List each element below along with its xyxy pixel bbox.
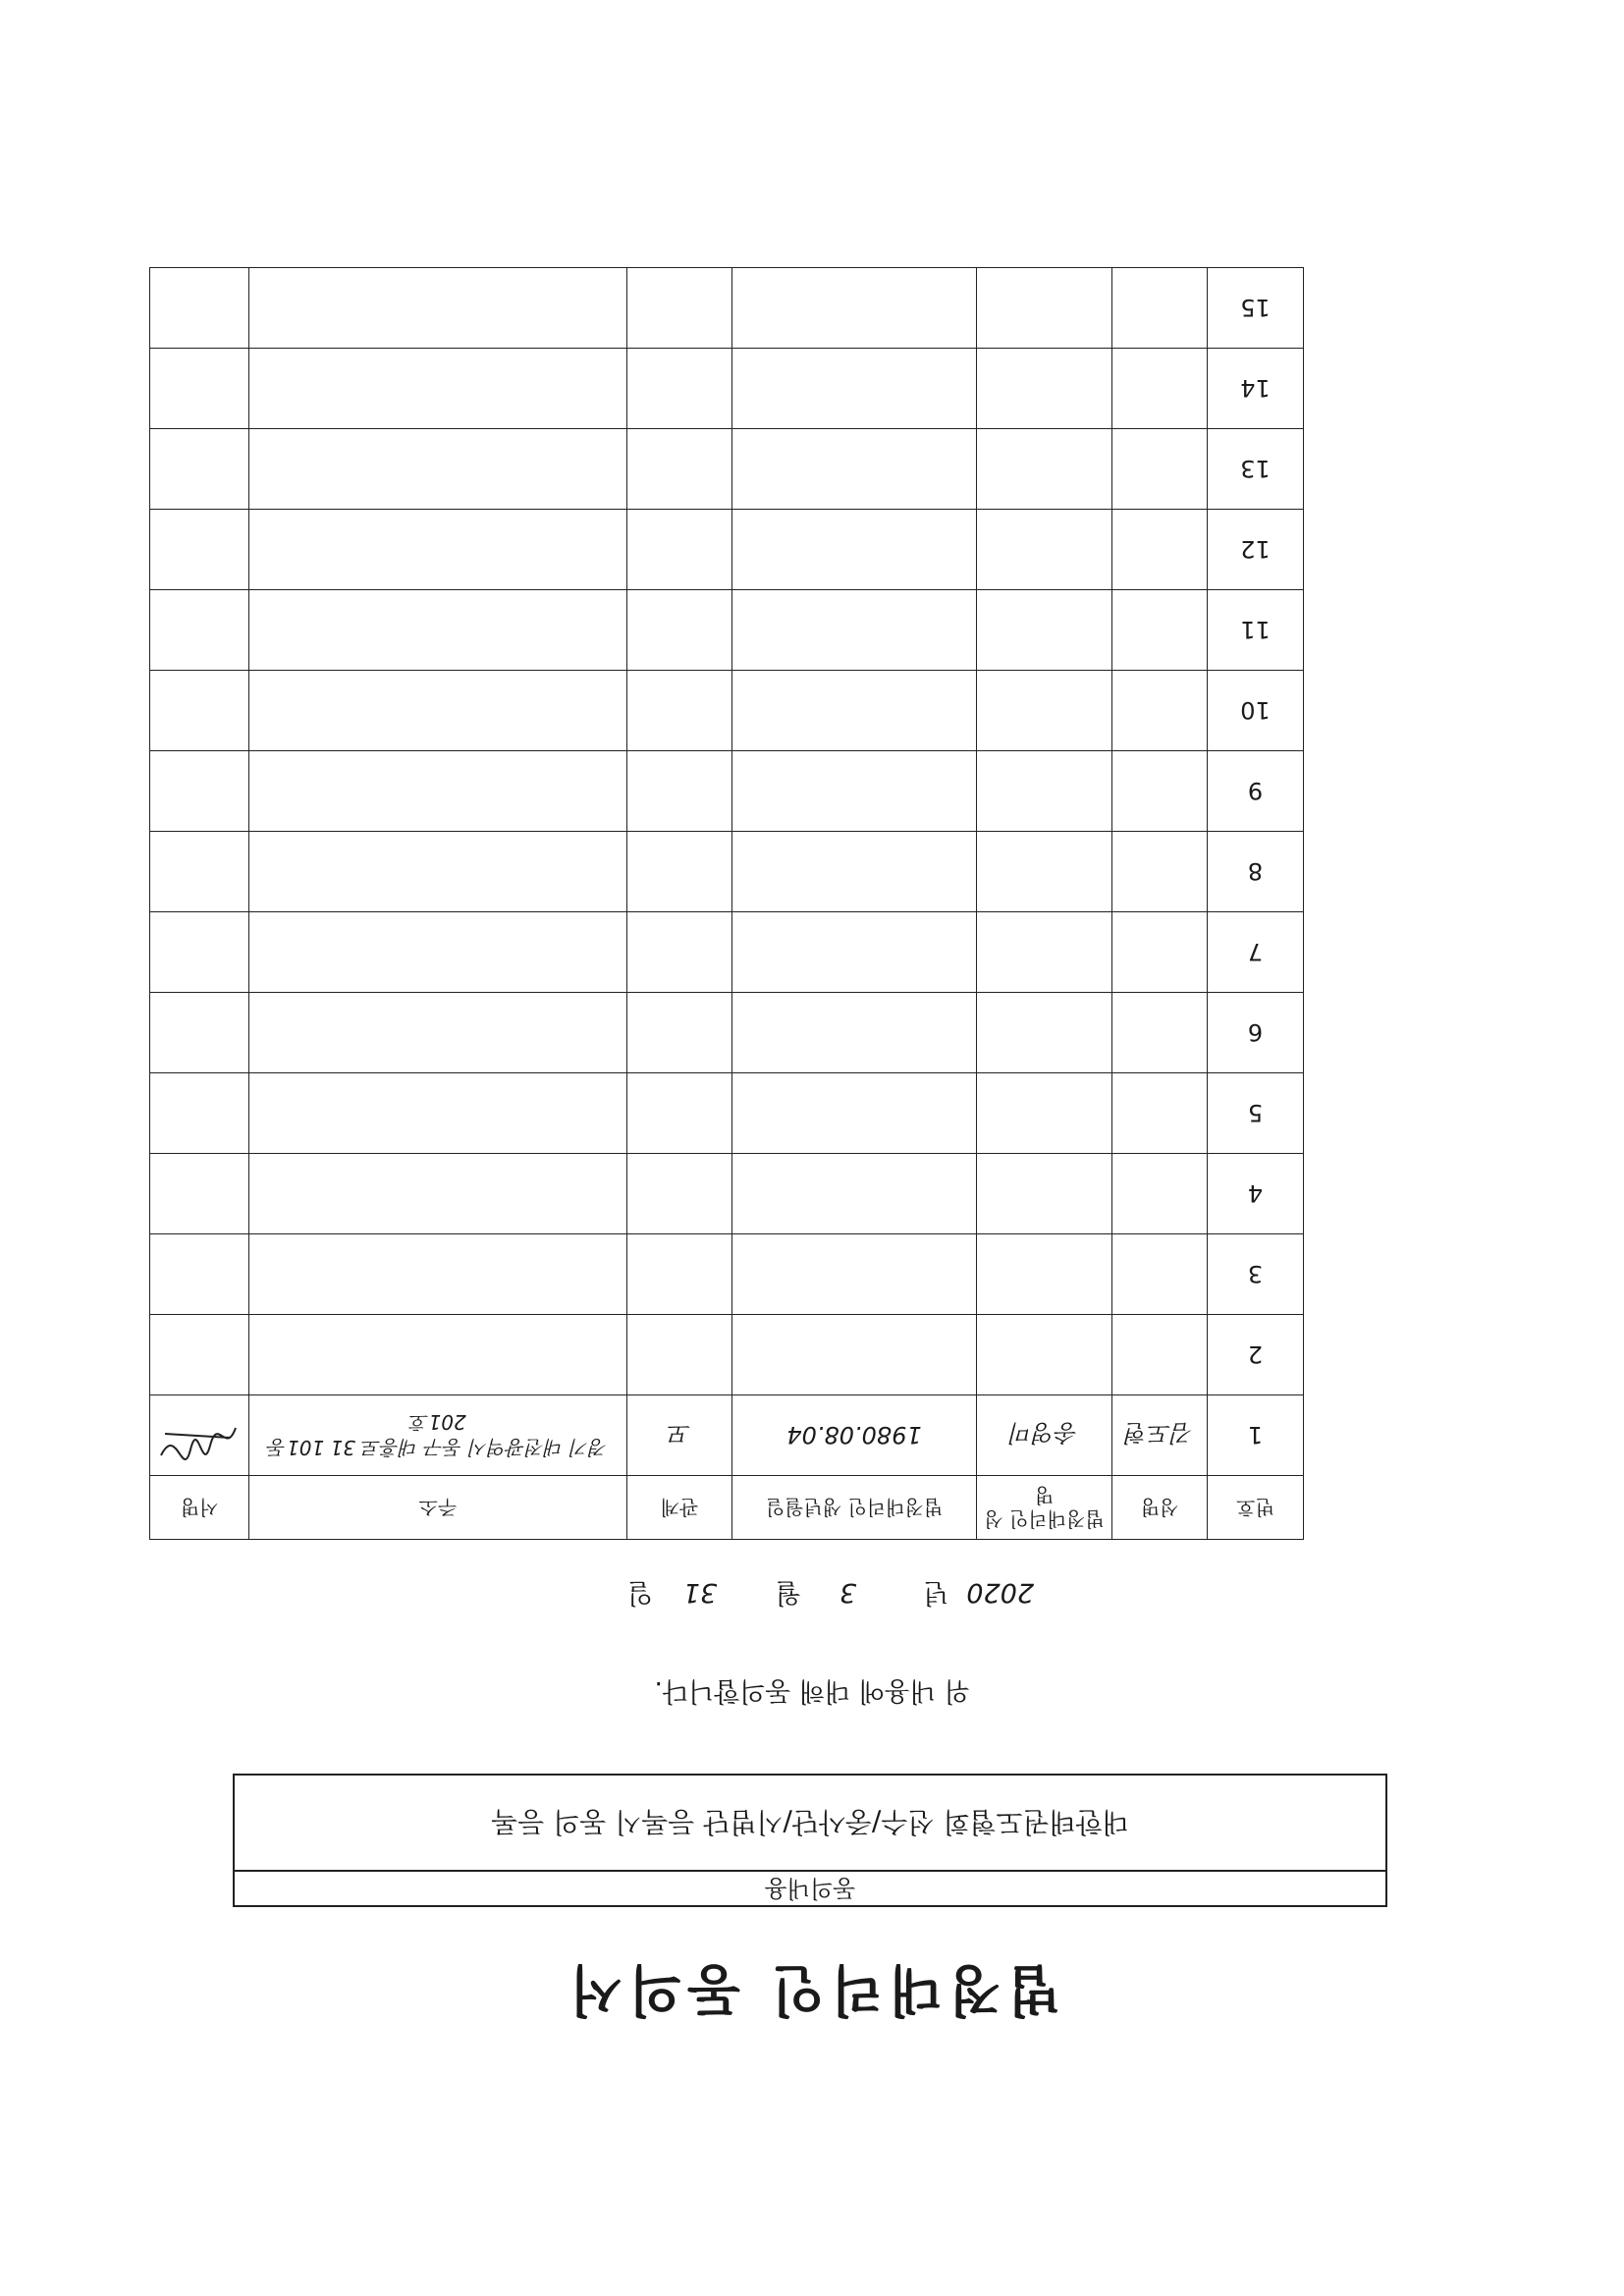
guardian-birth-cell: [732, 510, 977, 590]
table-row: [150, 510, 1304, 590]
date-day: 31: [682, 1577, 718, 1608]
header-guardian-name: 법정대리인 성명: [977, 1476, 1112, 1540]
row-number-cell: 4: [1208, 1154, 1304, 1234]
address-cell: 경기 대전광역시 동구 대흥로 31 101동 201호: [249, 1395, 627, 1476]
relation-cell: [627, 510, 732, 590]
name-cell: 김도현: [1112, 1395, 1208, 1476]
table-row: [150, 993, 1304, 1073]
relation-cell: [627, 912, 732, 993]
name-cell: [1112, 751, 1208, 832]
guardian-birth-cell: 1980.08.04: [732, 1395, 977, 1476]
row-number-cell: 14: [1208, 349, 1304, 429]
row-number-cell: 6: [1208, 993, 1304, 1073]
header-signature: 서명: [150, 1476, 249, 1540]
name-cell: [1112, 671, 1208, 751]
date-year: 2020: [966, 1577, 1035, 1608]
address-cell: [249, 671, 627, 751]
relation-cell: [627, 751, 732, 832]
row-number-cell: 1: [1208, 1395, 1304, 1476]
consent-content-body: 대한태권도협회 선수/중사단/시범단 등록시 동의 등록: [491, 1806, 1129, 1838]
relation-cell: [627, 349, 732, 429]
address-cell: [249, 1315, 627, 1395]
table-row: [150, 590, 1304, 671]
table-row: [150, 832, 1304, 912]
relation-cell: [627, 1234, 732, 1315]
relation-cell: [627, 429, 732, 510]
signature-cell: [150, 912, 249, 993]
guardian-birth-cell: [732, 349, 977, 429]
guardian-birth-cell: [732, 590, 977, 671]
guardian-name-cell: [977, 1315, 1112, 1395]
address-cell: [249, 1234, 627, 1315]
signature-cell: [150, 1154, 249, 1234]
consent-content-header: 동의내용: [235, 1870, 1385, 1905]
signature-cell: [150, 1234, 249, 1315]
address-cell: [249, 268, 627, 349]
relation-cell: [627, 671, 732, 751]
table-row: [150, 429, 1304, 510]
name-cell: [1112, 1234, 1208, 1315]
name-cell: [1112, 832, 1208, 912]
signature-cell: [150, 590, 249, 671]
table-row: [150, 349, 1304, 429]
table-row: [150, 671, 1304, 751]
name-cell: [1112, 268, 1208, 349]
name-cell: [1112, 349, 1208, 429]
guardian-birth-cell: [732, 1234, 977, 1315]
guardian-name-cell: [977, 510, 1112, 590]
name-cell: [1112, 1073, 1208, 1154]
address-cell: [249, 751, 627, 832]
guardian-birth-cell: [732, 429, 977, 510]
signature-cell: [150, 349, 249, 429]
guardian-name-cell: 송영미: [977, 1395, 1112, 1476]
table-row: [150, 912, 1304, 993]
header-name: 성명: [1112, 1476, 1208, 1540]
row-number-cell: 11: [1208, 590, 1304, 671]
consent-content-box: [233, 1774, 1387, 1907]
row-number-cell: 2: [1208, 1315, 1304, 1395]
address-cell: [249, 1073, 627, 1154]
guardian-birth-cell: [732, 268, 977, 349]
date-month-unit: 월: [775, 1577, 801, 1608]
signature-cell: [150, 671, 249, 751]
relation-cell: [627, 268, 732, 349]
address-cell: [249, 510, 627, 590]
table-row: [150, 1073, 1304, 1154]
signature-cell: [150, 1395, 249, 1476]
page-title: 법정대리인 동의서: [563, 1957, 1061, 2021]
relation-cell: [627, 590, 732, 671]
name-cell: [1112, 912, 1208, 993]
guardian-name-cell: [977, 993, 1112, 1073]
guardian-name-cell: [977, 590, 1112, 671]
header-number: 번호: [1208, 1476, 1304, 1540]
row-number-cell: 9: [1208, 751, 1304, 832]
signature-cell: [150, 429, 249, 510]
guardian-birth-cell: [732, 1315, 977, 1395]
row-number-cell: 13: [1208, 429, 1304, 510]
guardian-birth-cell: [732, 671, 977, 751]
guardian-birth-cell: [732, 993, 977, 1073]
row-number-cell: 7: [1208, 912, 1304, 993]
guardian-name-cell: [977, 1234, 1112, 1315]
table-row: [150, 1395, 1304, 1476]
relation-cell: [627, 1315, 732, 1395]
guardian-name-cell: [977, 429, 1112, 510]
date-month: 3: [839, 1577, 857, 1608]
header-guardian-birth: 법정대리인 생년월일: [732, 1476, 977, 1540]
guardian-name-cell: [977, 671, 1112, 751]
address-cell: [249, 1154, 627, 1234]
guardian-name-cell: [977, 832, 1112, 912]
relation-cell: 모: [627, 1395, 732, 1476]
guardian-name-cell: [977, 268, 1112, 349]
row-number-cell: 3: [1208, 1234, 1304, 1315]
address-cell: [249, 832, 627, 912]
signature-cell: [150, 993, 249, 1073]
guardian-name-cell: [977, 349, 1112, 429]
header-relation: 관계: [627, 1476, 732, 1540]
relation-cell: [627, 1073, 732, 1154]
table-row: [150, 751, 1304, 832]
header-address: 주소: [249, 1476, 627, 1540]
guardian-name-cell: [977, 1073, 1112, 1154]
address-cell: [249, 993, 627, 1073]
signature-cell: [150, 1073, 249, 1154]
guardian-birth-cell: [732, 1073, 977, 1154]
guardian-signature-table: [149, 267, 1304, 1540]
consent-statement: 위 내용에 대해 동의합니다.: [654, 1675, 970, 1706]
date-year-unit: 년: [923, 1577, 949, 1608]
table-row: [150, 268, 1304, 349]
guardian-name-cell: [977, 751, 1112, 832]
name-cell: [1112, 1315, 1208, 1395]
handwritten-signature: [155, 1409, 244, 1468]
signature-cell: [150, 832, 249, 912]
address-cell: [249, 590, 627, 671]
guardian-birth-cell: [732, 912, 977, 993]
guardian-birth-cell: [732, 751, 977, 832]
relation-cell: [627, 1154, 732, 1234]
name-cell: [1112, 510, 1208, 590]
row-number-cell: 15: [1208, 268, 1304, 349]
signature-cell: [150, 1315, 249, 1395]
address-cell: [249, 429, 627, 510]
signature-cell: [150, 510, 249, 590]
guardian-name-cell: [977, 912, 1112, 993]
row-number-cell: 12: [1208, 510, 1304, 590]
guardian-birth-cell: [732, 832, 977, 912]
row-number-cell: 8: [1208, 832, 1304, 912]
guardian-birth-cell: [732, 1154, 977, 1234]
name-cell: [1112, 993, 1208, 1073]
table-row: [150, 1234, 1304, 1315]
name-cell: [1112, 1154, 1208, 1234]
name-cell: [1112, 590, 1208, 671]
table-header-row: [150, 1476, 1304, 1540]
date-day-unit: 일: [626, 1577, 653, 1608]
table-row: [150, 1315, 1304, 1395]
date-line: [0, 1576, 1624, 1614]
signature-cell: [150, 268, 249, 349]
name-cell: [1112, 429, 1208, 510]
row-number-cell: 10: [1208, 671, 1304, 751]
address-cell: [249, 912, 627, 993]
address-cell: [249, 349, 627, 429]
table-row: [150, 1154, 1304, 1234]
relation-cell: [627, 832, 732, 912]
row-number-cell: 5: [1208, 1073, 1304, 1154]
relation-cell: [627, 993, 732, 1073]
guardian-name-cell: [977, 1154, 1112, 1234]
signature-cell: [150, 751, 249, 832]
